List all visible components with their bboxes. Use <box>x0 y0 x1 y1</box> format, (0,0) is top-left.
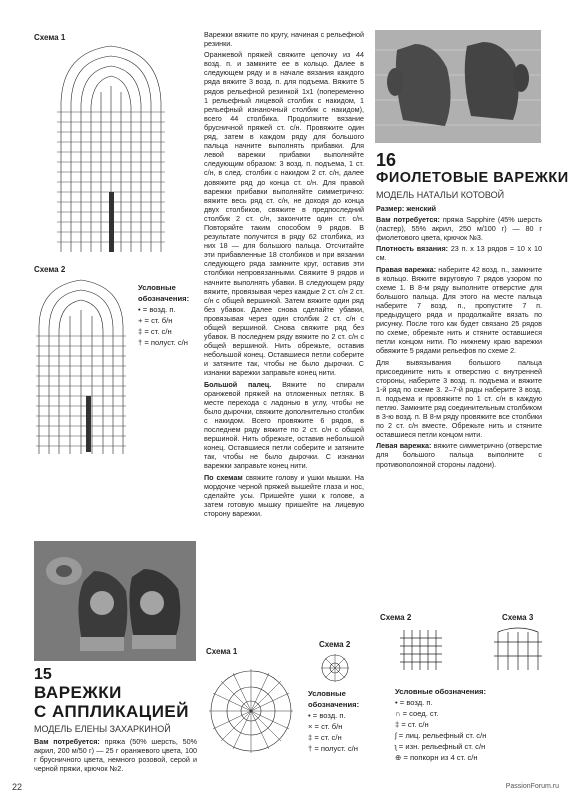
page-number: 22 <box>12 782 23 792</box>
legend-left <box>138 282 198 348</box>
article16-title: ФИОЛЕТОВЫЕ ВАРЕЖКИ <box>376 170 569 186</box>
legend-item: ʃ = лиц. рельефный ст. с/н <box>395 731 487 740</box>
article16-body: Размер: женский Вам потребуется: пряжа Sapphire (45% шерсть (ластер), 55% акрил, 250 м/100 г) — 80 г фиолетового цвета, крючок №3. Плотность вязания: 23 п. х 13 рядов = 10 х 10 см. Правая варежка: наберите 42 возд. п., замкните в кольцо. Вяжите вкруговую 7 рядов узором по схеме 1. В 8-м ряду выполните отверстие для большого пальца. Для этого на месте пальца наберите 7 возд. п., пропустите 7 п. предыдущего ряда и продолжайте вязать по рисунку. После того как будет связано 25 рядов по схеме, обрежьте нить и стяните оставшиеся петли концом нити. По нижнему краю варежки обвяжите 5 рядами рельефов по схеме 2. Для вывязывания большого пальца присоедините нить к отверстию с внутренней стороны, наберите 3 возд. п. подъема и вяжите 1-й ряд по схеме 3. 2–7-й ряды наберите 3 возд. п. подъема и провяжите по 1 ст. с/н в каждую петлю. Замкните ряд соединительным столбиком в 3-ю возд. п. В 8-м ряду провяжите все столбики по 2 ст. с/н вместе. Обрежьте нить и стяните оставшиеся петли концом нити. Левая варежка: вяжите симметрично (отверстие для большого пальца выполните с противоположной стороны ладони). <box>376 204 543 469</box>
article15-materials: Вам потребуется: пряжа (50% шерсть, 50% акрил, 200 м/50 г) — 25 г оранжевого цвета, 100 г брусничного цвета, немного розовой, серой и черной пряжи, крючок №2. <box>34 737 197 774</box>
mid-scheme1-label: Схема 1 <box>206 647 238 656</box>
purple-mittens-illustration <box>375 30 541 143</box>
legend-item: • = возд. п. <box>395 698 433 707</box>
article15-title-2: С АППЛИКАЦИЕЙ <box>34 702 189 721</box>
legend-title: Условные обозначения: <box>395 687 487 696</box>
right-scheme3-label: Схема 3 <box>502 613 534 622</box>
legend-right <box>395 686 545 763</box>
legend-item: ∩ = соед. ст. <box>395 709 439 718</box>
legend-item: • = возд. п. <box>308 711 346 720</box>
scheme1-chart <box>55 42 167 256</box>
legend-item: ‡ = ст. с/н <box>138 327 172 336</box>
scheme2-chart <box>34 276 129 458</box>
legend-item: ʅ = изн. рельефный ст. с/н <box>395 742 486 751</box>
mittens-appliqué-photo <box>34 541 196 661</box>
scheme1-label: Схема 1 <box>34 33 66 42</box>
relief-scheme2-chart <box>398 626 448 674</box>
mouse-head-chart <box>198 658 304 764</box>
watermark: PassionForum.ru <box>505 783 559 790</box>
legend-item: † = полуст. с/н <box>308 744 358 753</box>
legend-item: ‡ = ст. с/н <box>308 733 342 742</box>
article15-author: МОДЕЛЬ ЕЛЕНЫ ЗАХАРКИНОЙ <box>34 724 171 734</box>
article15-number: 15 <box>34 666 52 683</box>
legend-item: † = полуст. с/н <box>138 338 188 347</box>
legend-item: ⊕ = попкорн из 4 ст. с/н <box>395 753 478 762</box>
legend-title: Условные обозначения: <box>308 689 360 709</box>
legend-item: • = возд. п. <box>138 305 176 314</box>
article16-author: МОДЕЛЬ НАТАЛЬИ КОТОВОЙ <box>376 190 505 200</box>
article15-body: Варежки вяжите по кругу, начиная с рельефной резинки. Оранжевой пряжей свяжите цепочку из 44 возд. п. и замкните ее в кольцо. Далее в следующем ряду и в начале вязания каждого ряда вяжите 3 возд. п. для подъема. Вяжите 5 рядов рельефной резинкой 1х1 (попеременно 1 рельефный лицевой столбик с накидом, 1 рельефный изнаночный столбик с накидом), всего 44 столбика. Продолжите вязание брусничной пряжей ст. с/н. Провяжите один ряд, затем в каждом ряду для большого пальца начните выполнять прибавки. Для левой варежки прибавки выполняйте следующим образом: 3 возд. п. подъема, 1 ст. с/н, в след. столбик с накидом 2 ст. с/н, далее довяжите ряд до конца ст. с/н. Для правой варежки прибавки выполняйте симметрично: вяжите весь ряд ст. с/н, не доходя до конца двух столбиков, свяжите в предпоследний столбик 2 ст. с/н, закончите один ст. с/н. Повторяйте таким способом 9 рядов. В результате получится в ряду 62 столбика, из них 18 — для большого пальца. Отсчитайте эти прибавленные 18 столбиков и при вязании следующего ряда замкните круг, оставив эти столбики непровязанными. Свяжите 9 рядов и начните выполнять убавки. В следующем ряду вяжите, провязывая через каждые 2 ст. с/н 2 ст. с/н с общей вершиной. Затем вяжите один ряд без убавок. Далее снова сделайте убавки, провязывая через один столбик 2 ст. с/н с общей вершиной. Снова свяжите ряд без убавок. В последнем ряду вяжите по 2 ст. с/н с общей вершиной. Нить обрежьте, оставив небольшой конец. Оставшиеся петли соберите и затяните так, чтобы не было дырочки. С изнанки варежки заправьте конец нити. Большой палец. Вяжите по спирали оранжевой пряжей на отложенных петлях. В месте перехода с ладонью в углу, чтобы не было дырочки, свяжите дополнительно столбик с накидом. Всего провяжите 6 рядов, в последнем ряду вяжите по 2 ст. с/н с общей вершиной. Нить обрежьте, оставив небольшой конец. Оставшиеся петли соберите и затяните так, чтобы не было дырочки. С изнанки варежки заправьте конец нити. По схемам свяжите голову и ушки мышки. На мордочке черной пряжей вышейте глаза и нос, сделайте усы. Пришейте ушки к голове, а затем готовую мышку пришейте на лицевую сторону варежки. <box>204 30 364 518</box>
mid-scheme2-label: Схема 2 <box>319 640 351 649</box>
scheme2-label: Схема 2 <box>34 265 66 274</box>
mittens-illustration <box>34 541 196 661</box>
article16-number: 16 <box>376 150 397 170</box>
mouse-ear-chart <box>318 651 352 685</box>
thumb-scheme3-chart <box>492 626 546 674</box>
right-scheme2-label: Схема 2 <box>380 613 412 622</box>
legend-item: ‡ = ст. с/н <box>395 720 429 729</box>
article15-title-1: ВАРЕЖКИ <box>34 683 122 702</box>
legend-mid <box>308 688 368 754</box>
legend-item: × = ст. б/н <box>308 722 343 731</box>
legend-item: + = ст. б/н <box>138 316 173 325</box>
legend-title: Условные обозначения: <box>138 283 190 303</box>
purple-mittens-photo <box>375 30 541 143</box>
